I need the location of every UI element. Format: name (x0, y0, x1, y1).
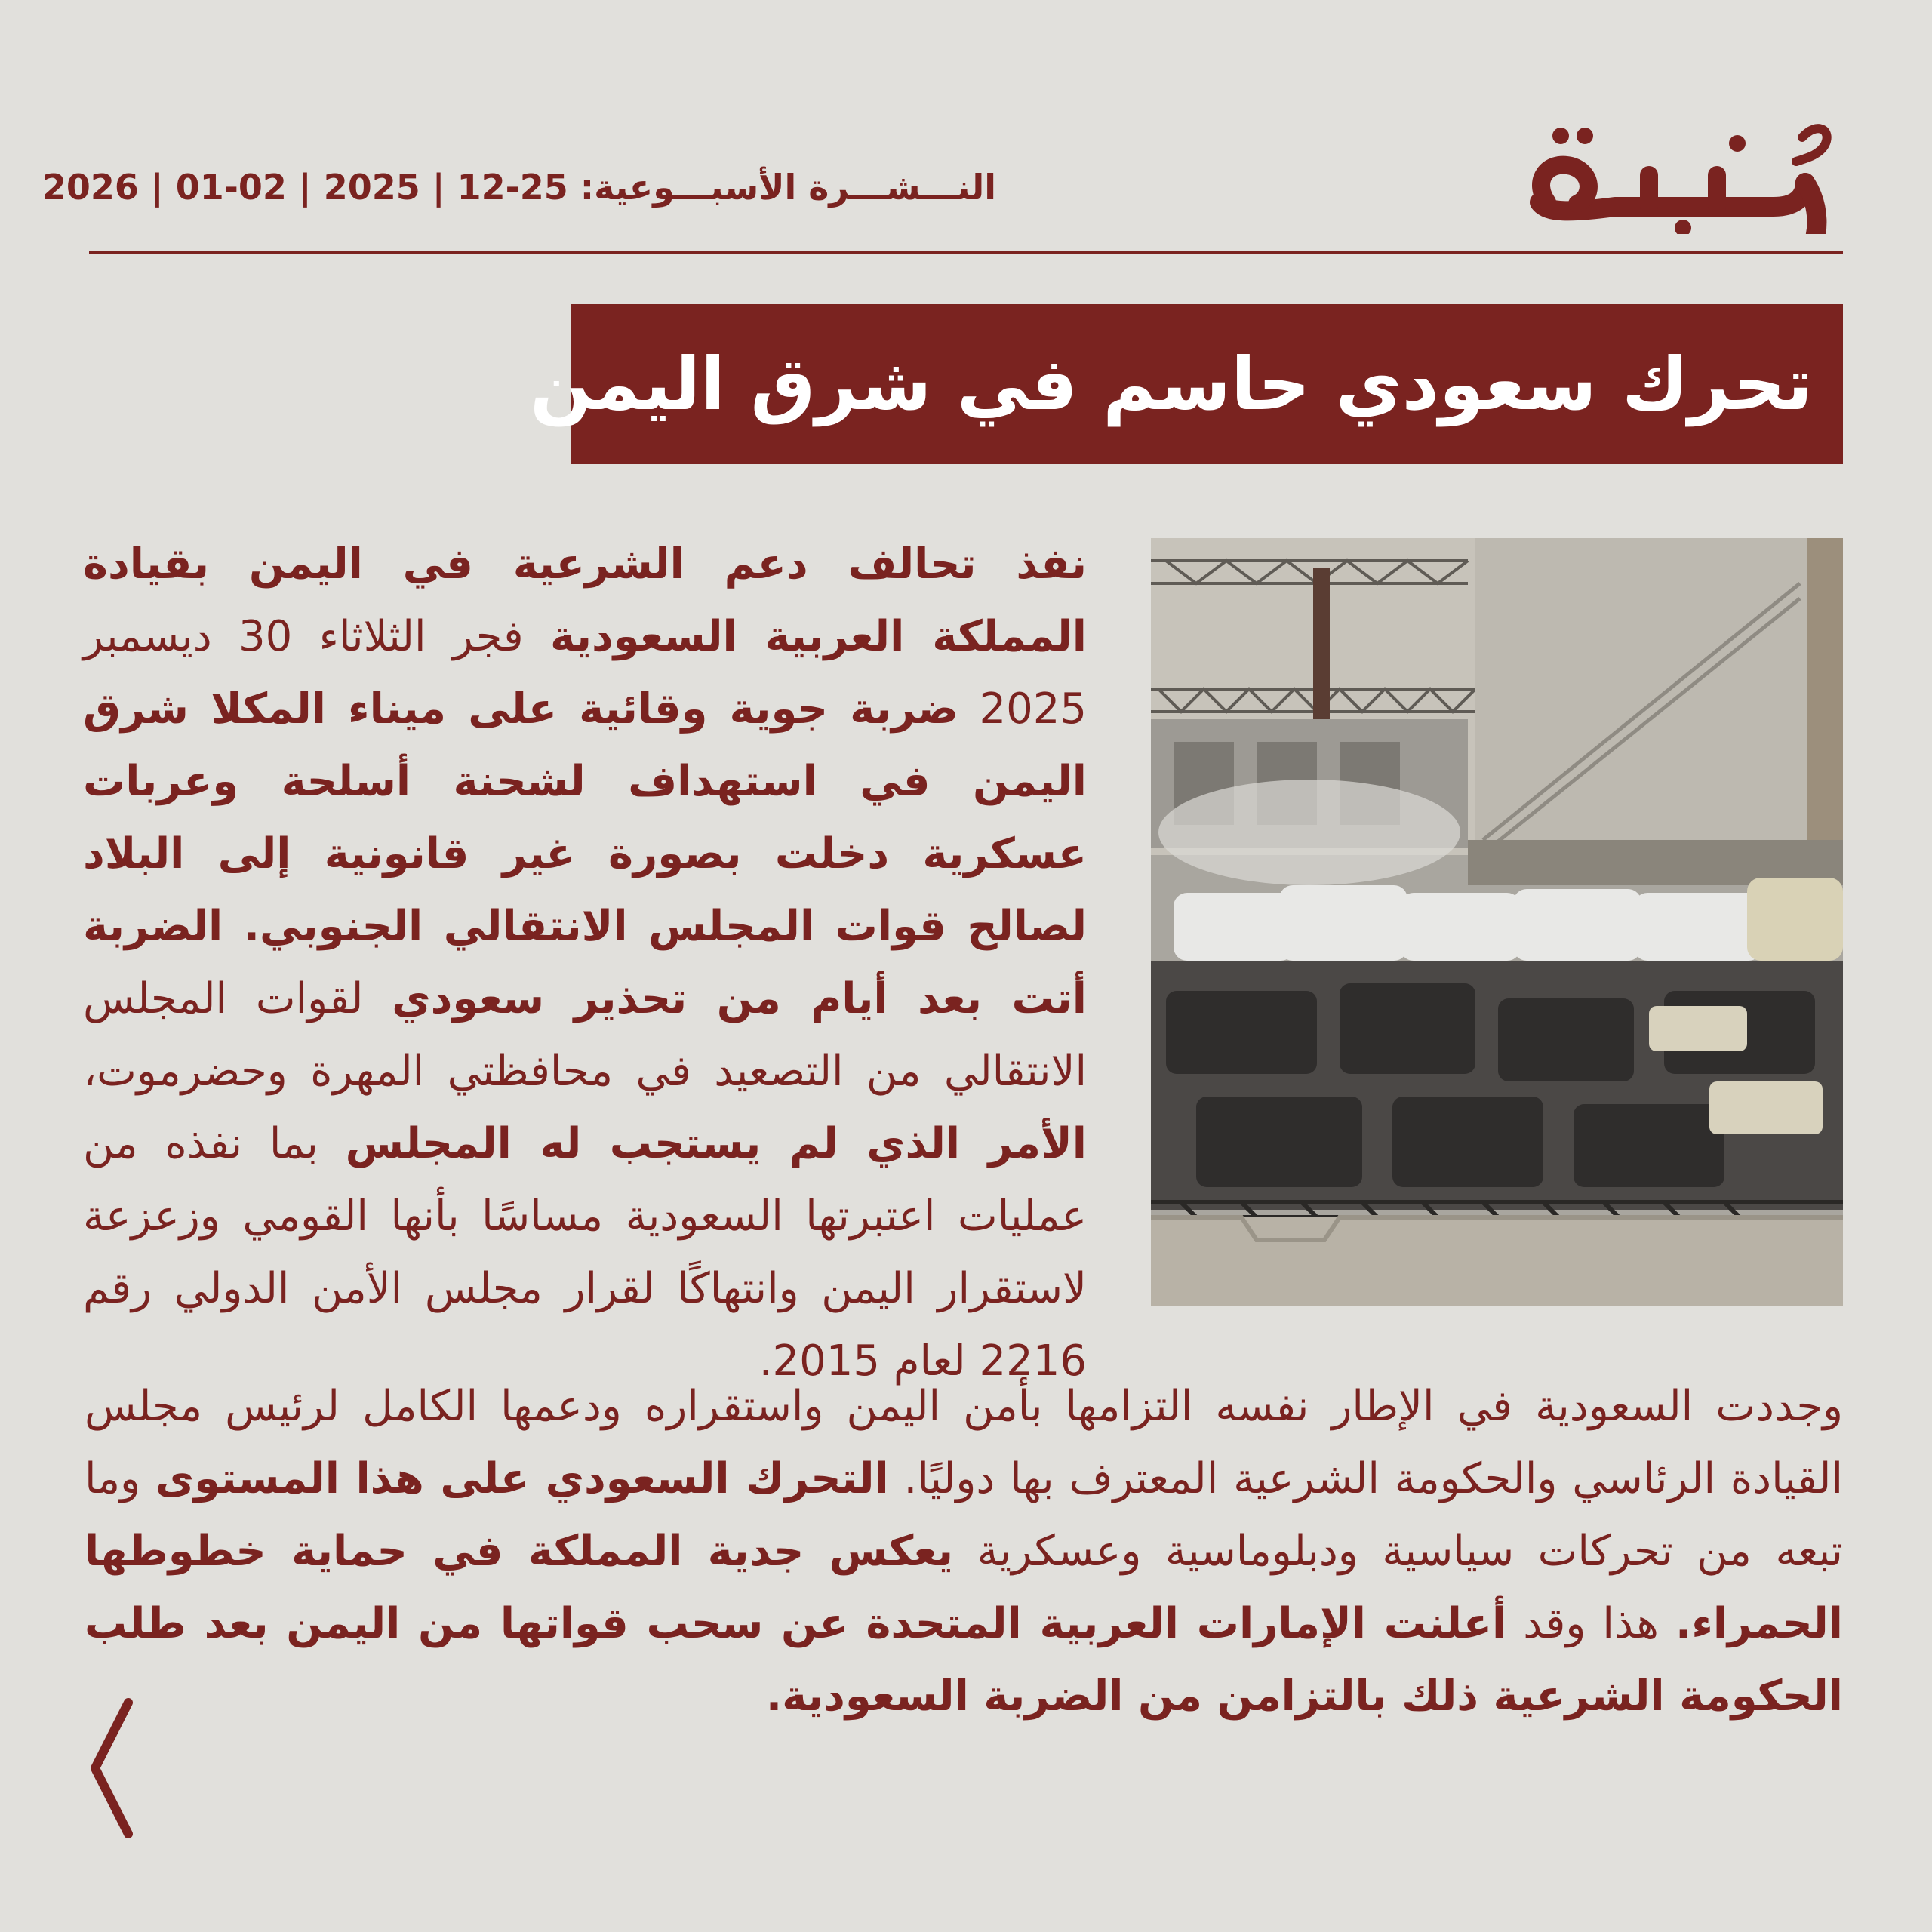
para2-run: يعكس جدية المملكة في حماية خطوطها الحمراء. (85, 1527, 1843, 1648)
para1-run: نفذ تحالف دعم الشرعية في اليمن بقيادة المملكة العربية السعودية (83, 540, 1087, 661)
next-arrow-icon (85, 1697, 137, 1840)
article-paragraph-2 (85, 1371, 1843, 1733)
article-paragraph-1 (83, 528, 1087, 1398)
para1-run: لقوات المجلس الانتقالي من التصعيد في محافظتي المهرة وحضرموت، (83, 974, 1087, 1096)
para1-run: فجر الثلاثاء 30 ديسمبر 2025 (83, 612, 1087, 734)
para2-run: وما تبعه من تحركات سياسية ودبلوماسية وعسكرية (85, 1454, 1843, 1576)
para2-run: أعلنت الإمارات العربية المتحدة عن سحب قواتها من اليمن بعد طلب الحكومة الشرعية ذلك بالتزامن من الضربة السعودية. (85, 1599, 1843, 1721)
article-title: تحرك سعودي حاسم في شرق اليمن (530, 342, 1813, 426)
article-photo (1151, 538, 1843, 1306)
header-divider (89, 251, 1843, 254)
para1-run: ضربة جوية وقائية على ميناء المكلا شرق اليمن في استهداف لشحنة أسلحة وعربات عسكرية دخلت بصورة غير قانونية إلى البلاد لصالح قوات المجلس الانتقالي الجنوبي. الضربة أتت بعد أيام من تحذير سعودي (83, 685, 1087, 1023)
article-title-box (530, 304, 1843, 464)
para1-run: بما نفذه من عمليات اعتبرتها السعودية مساسًا بأنها القومي وزعزعة لاستقرار اليمن وانتهاكًا لقرار مجلس الأمن الدولي رقم 2216 لعام 2015. (83, 1119, 1087, 1386)
para2-run: التحرك السعودي على هذا المستوى (155, 1454, 889, 1503)
para2-run: هذا وقد (1506, 1599, 1675, 1648)
issue-date-line: النـــشـــرة الأسبـــوعية: 25-12 | 2025 | 02-01 | 2026 (42, 167, 996, 208)
brand-logo (1524, 113, 1849, 234)
port-strike-photo-image (1151, 538, 1843, 1306)
para1-run: الأمر الذي لم يستجب له المجلس (345, 1119, 1087, 1168)
para2-run: وجددت السعودية في الإطار نفسه التزامها بأمن اليمن واستقراره ودعمها الكامل لرئيس مجلس القيادة الرئاسي والحكومة الشرعية المعترف بها دوليًا. (85, 1382, 1843, 1503)
logo-icon (1524, 113, 1849, 234)
